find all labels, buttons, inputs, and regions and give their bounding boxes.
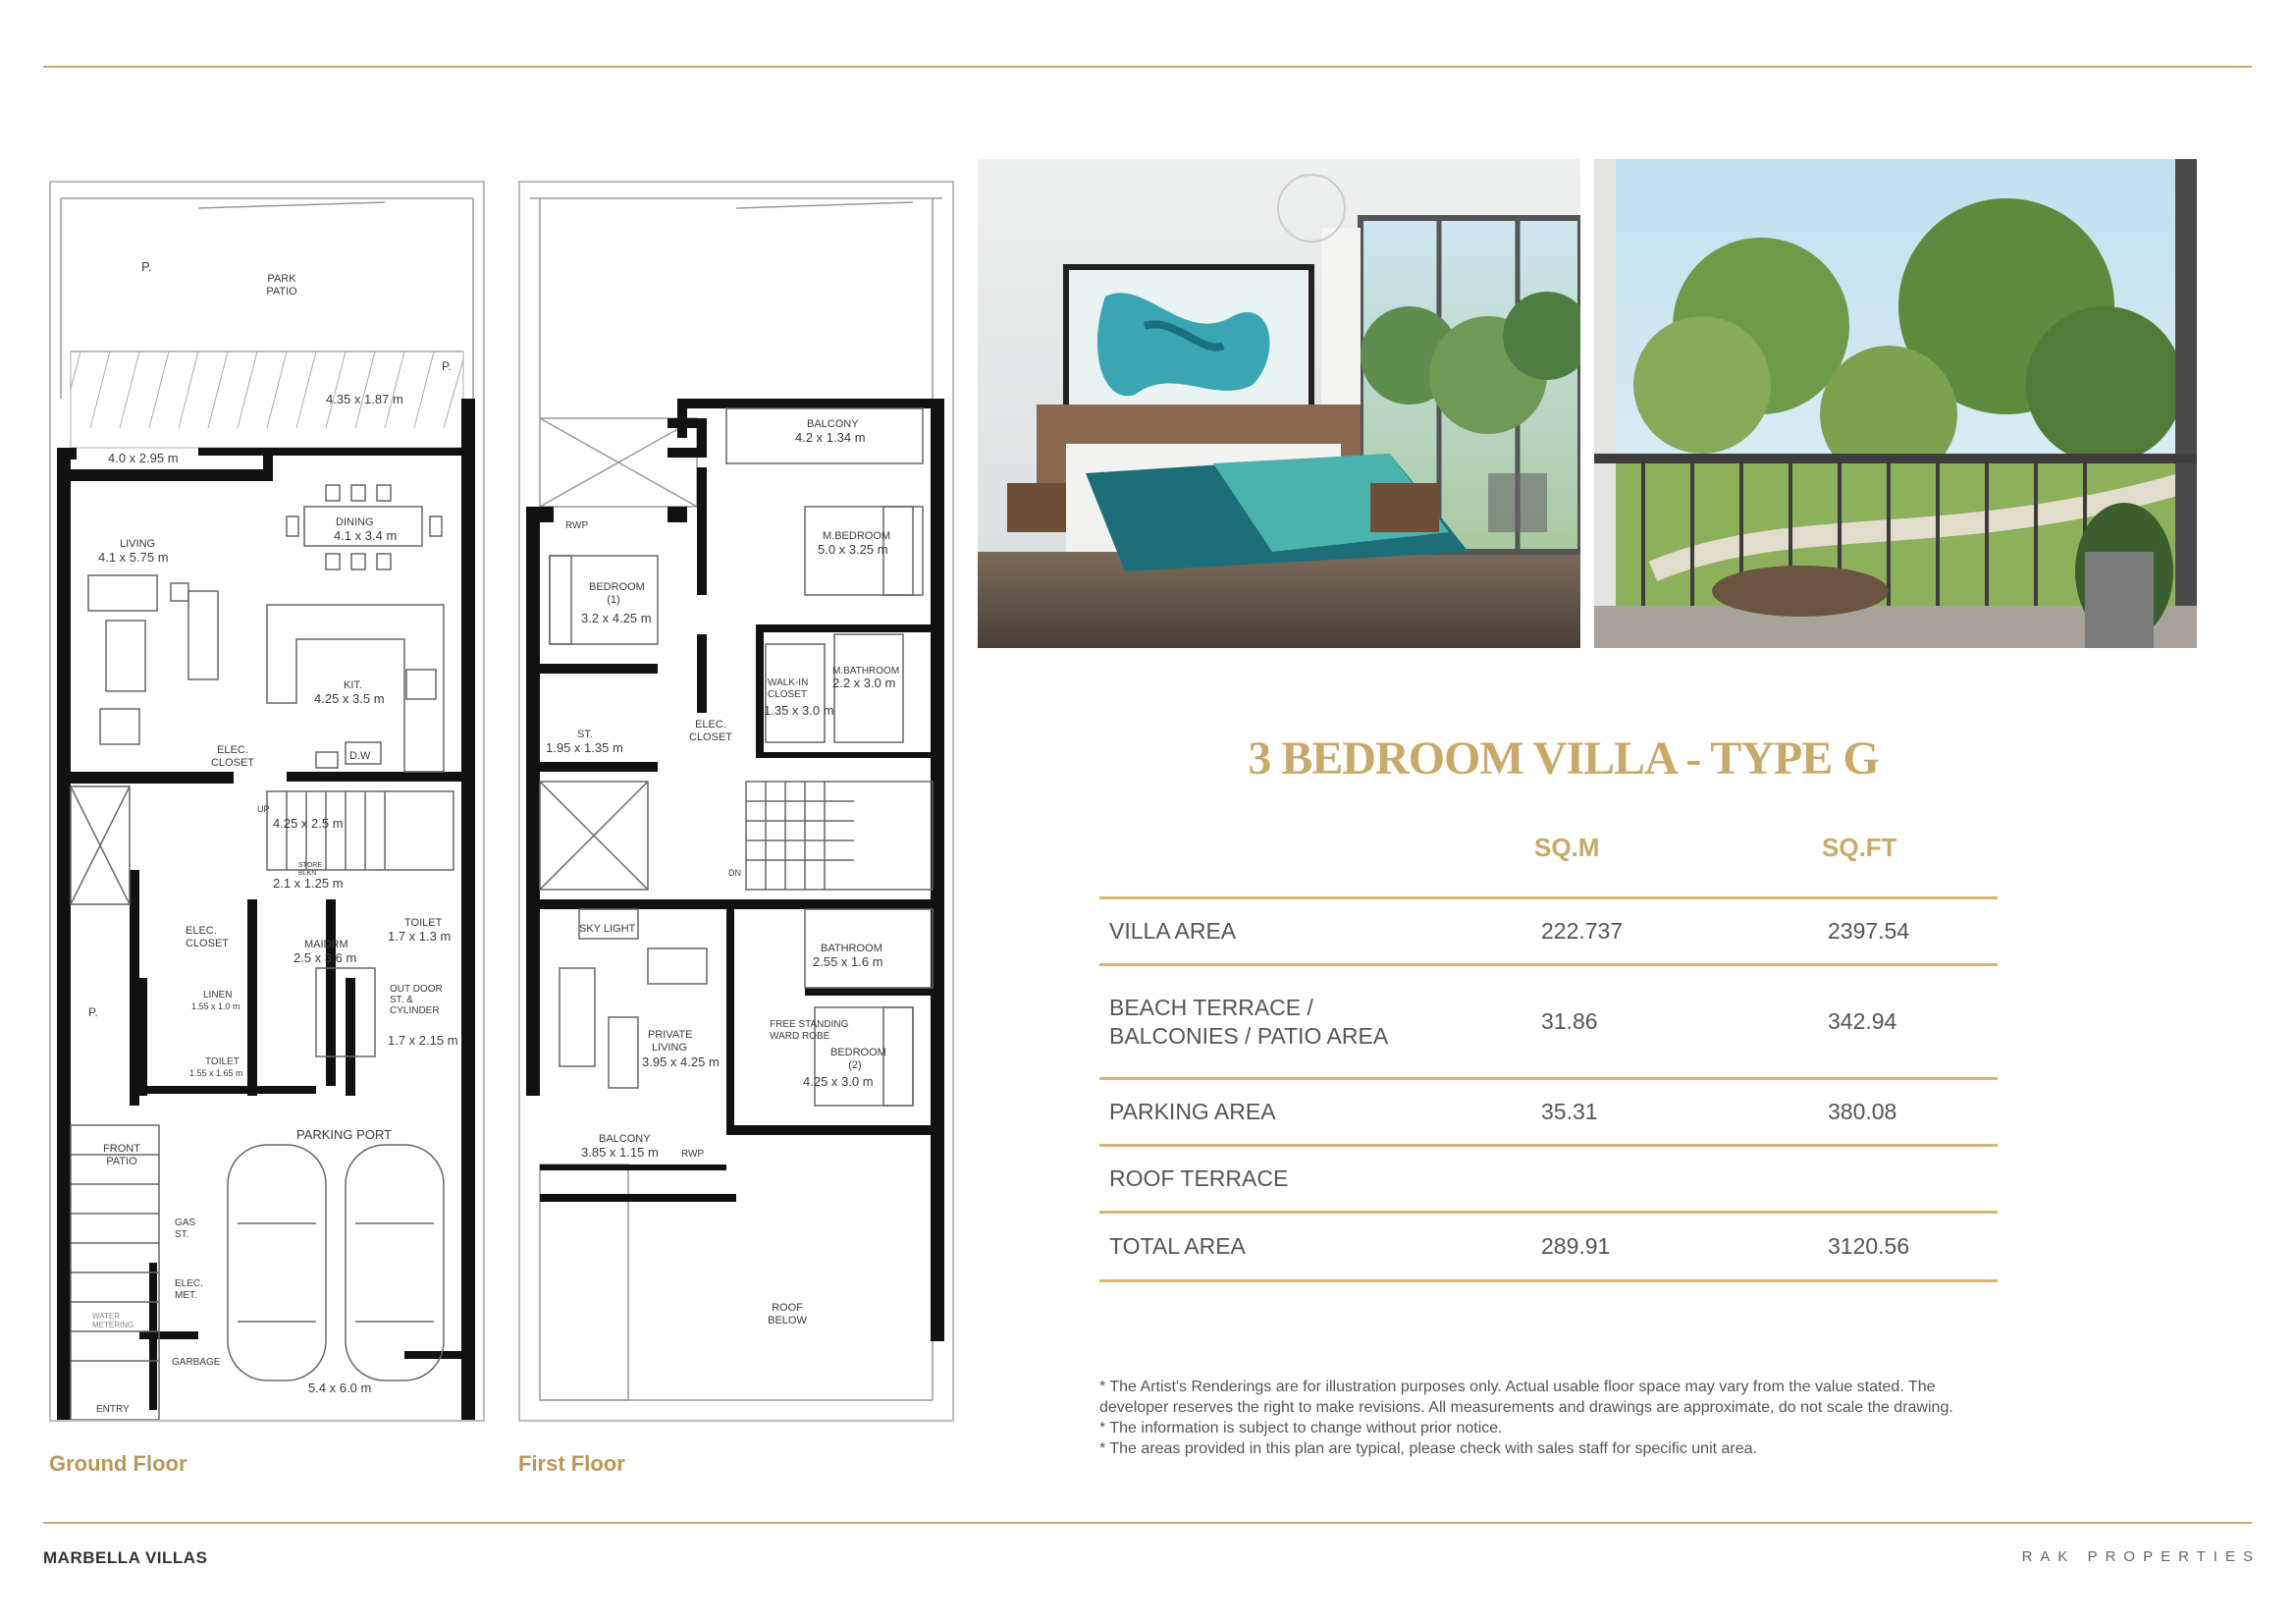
ff-label-mbathroom: M.BATHROOM <box>832 666 900 677</box>
note-typical: * The areas provided in this plan are typical, please check with sales staff for specific unit area. <box>1099 1440 1757 1457</box>
gf-dims-store: 2.1 x 1.25 m <box>273 876 344 891</box>
gf-label-linen: LINEN <box>203 990 233 1001</box>
gf-label-p-side: P. <box>88 1005 98 1019</box>
table-row <box>1099 1079 1998 1146</box>
developer-name: RAK PROPERTIES <box>2021 1548 2261 1565</box>
villa-title: 3 BEDROOM VILLA - TYPE G <box>1248 732 1879 785</box>
gf-label-elec-met: ELEC. MET. <box>175 1278 203 1301</box>
ff-label-balcony-top: BALCONY <box>807 418 859 430</box>
gf-dims-maidrm: 2.5 x 3.6 m <box>294 950 357 965</box>
gf-label-p-top: P. <box>141 259 152 274</box>
ff-dims-bedroom2: 4.25 x 3.0 m <box>803 1074 874 1089</box>
area-label: PARKING AREA <box>1099 1079 1531 1146</box>
ff-label-rwp-bottom: RWP <box>681 1149 705 1160</box>
ff-dims-mbathroom: 2.2 x 3.0 m <box>832 676 896 690</box>
ff-label-bathroom: BATHROOM <box>821 943 882 954</box>
ff-label-dn: DN <box>728 868 741 878</box>
ff-label-skylight: SKY LIGHT <box>579 923 636 935</box>
gf-dims-deck: 4.0 x 2.95 m <box>108 451 179 465</box>
balcony-photo <box>1594 159 2197 648</box>
note-renderings: * The Artist's Renderings are for illustration purposes only. Actual usable floor space may vary from the value stated. The developer reserves the right to make revisions. All measurements and drawings are approximate, do not scale the drawing. <box>1099 1379 1953 1416</box>
gf-label-maidrm: MAIDRM <box>304 939 348 950</box>
bottom-rule <box>43 1522 2252 1524</box>
gf-label-toilet-2: TOILET <box>205 1056 240 1067</box>
gf-label-parking-port: PARKING PORT <box>296 1127 393 1142</box>
ff-dims-private-living: 3.95 x 4.25 m <box>642 1055 720 1069</box>
ff-dims-bedroom1: 3.2 x 4.25 m <box>581 611 652 625</box>
first-floor-plan <box>518 181 954 1422</box>
area-table <box>1099 896 1998 1282</box>
gf-dims-dining: 4.1 x 3.4 m <box>334 528 398 543</box>
ff-label-balcony-bottom: BALCONY <box>599 1133 651 1145</box>
gf-dims-linen: 1.55 x 1.0 m <box>191 1001 240 1011</box>
gf-dims-living: 4.1 x 5.75 m <box>98 550 169 565</box>
area-sqft: 342.94 <box>1818 965 1998 1079</box>
area-sqft: 380.08 <box>1818 1079 1998 1146</box>
gf-label-living: LIVING <box>120 538 156 550</box>
gf-label-park-patio: PARK PATIO <box>266 273 297 298</box>
gf-dims-kit: 4.25 x 3.5 m <box>314 691 385 706</box>
area-sqm: 31.86 <box>1531 965 1818 1079</box>
gf-label-kit: KIT. <box>344 679 362 691</box>
table-row <box>1099 898 1998 965</box>
ground-floor-caption: Ground Floor <box>49 1451 187 1476</box>
gf-dims-toilet-2: 1.55 x 1.65 m <box>189 1068 243 1078</box>
gf-label-water: WATER METERING <box>92 1312 134 1329</box>
ff-label-wardrobe: FREE STANDING WARD ROBE <box>770 1019 849 1042</box>
gf-label-outdoor: OUT DOOR ST. & CYLINDER <box>390 984 443 1016</box>
gf-label-toilet: TOILET <box>404 917 443 929</box>
gf-label-elec-closet: ELEC. CLOSET <box>210 744 254 769</box>
ff-label-walkin: WALK-IN CLOSET <box>768 677 809 700</box>
ff-label-private-living: PRIVATE LIVING <box>648 1029 693 1054</box>
area-sqm: 35.31 <box>1531 1079 1818 1146</box>
area-label: ROOF TERRACE <box>1099 1146 1531 1213</box>
gf-label-garbage: GARBAGE <box>172 1357 221 1368</box>
gf-dims-stair: 4.25 x 2.5 m <box>273 816 344 831</box>
ff-dims-bathroom: 2.55 x 1.6 m <box>813 954 883 969</box>
table-row <box>1099 1146 1998 1213</box>
area-sqft: 2397.54 <box>1818 898 1998 965</box>
ff-label-bedroom1: BEDROOM (1) <box>589 581 645 606</box>
gf-dims-parking: 5.4 x 6.0 m <box>308 1380 372 1395</box>
project-name: MARBELLA VILLAS <box>43 1548 208 1567</box>
area-label <box>1099 965 1531 1079</box>
area-label: TOTAL AREA <box>1099 1213 1531 1281</box>
area-label: VILLA AREA <box>1099 898 1531 965</box>
sqft-column-header: SQ.FT <box>1822 833 1897 862</box>
ff-dims-mbedroom: 5.0 x 3.25 m <box>818 542 888 557</box>
area-sqm: 289.91 <box>1531 1213 1818 1281</box>
area-sqft <box>1818 1146 1998 1213</box>
ff-dims-balcony-top: 4.2 x 1.34 m <box>795 430 866 445</box>
top-rule <box>43 66 2252 68</box>
table-row <box>1099 965 1998 1079</box>
area-sqm: 222.737 <box>1531 898 1818 965</box>
gf-label-up: UP <box>257 804 270 814</box>
ff-label-st: ST. <box>577 729 593 740</box>
note-change: * The information is subject to change without prior notice. <box>1099 1420 1503 1436</box>
first-floor-caption: First Floor <box>518 1451 625 1476</box>
gf-dims-toilet: 1.7 x 1.3 m <box>388 929 452 944</box>
ff-label-bedroom2: BEDROOM (2) <box>830 1047 886 1071</box>
ff-label-roof-below: ROOF BELOW <box>768 1302 807 1326</box>
gf-label-store: STORE BLKN <box>298 862 322 877</box>
disclaimer-notes <box>1099 1377 2002 1459</box>
sqm-column-header: SQ.M <box>1534 833 1600 862</box>
ff-dims-walkin: 1.35 x 3.0 m <box>764 703 834 718</box>
gf-dims-terrace: 4.35 x 1.87 m <box>326 392 403 406</box>
area-sqm <box>1531 1146 1818 1213</box>
gf-label-front-patio: FRONT PATIO <box>103 1143 140 1167</box>
ff-label-mbedroom: M.BEDROOM <box>823 530 891 542</box>
ground-floor-plan <box>49 181 485 1422</box>
area-label-text: BEACH TERRACE / BALCONIES / PATIO AREA <box>1109 994 1389 1049</box>
gf-label-dw: D.W <box>349 750 371 762</box>
gf-label-dining: DINING <box>336 516 374 528</box>
gf-label-p-right: P. <box>442 359 452 373</box>
ff-label-rwp-top: RWP <box>565 520 589 531</box>
ff-dims-st: 1.95 x 1.35 m <box>546 740 623 755</box>
table-row <box>1099 1213 1998 1281</box>
ff-label-elec-closet: ELEC. CLOSET <box>689 719 733 743</box>
gf-label-gas: GAS ST. <box>175 1218 196 1240</box>
area-sqft: 3120.56 <box>1818 1213 1998 1281</box>
gf-label-elec-closet-2: ELEC. CLOSET <box>186 925 230 949</box>
gf-dims-outdoor: 1.7 x 2.15 m <box>388 1033 458 1048</box>
ff-dims-balcony-bottom: 3.85 x 1.15 m <box>581 1145 659 1160</box>
gf-label-entry: ENTRY <box>96 1404 130 1415</box>
bedroom-photo <box>978 159 1580 648</box>
